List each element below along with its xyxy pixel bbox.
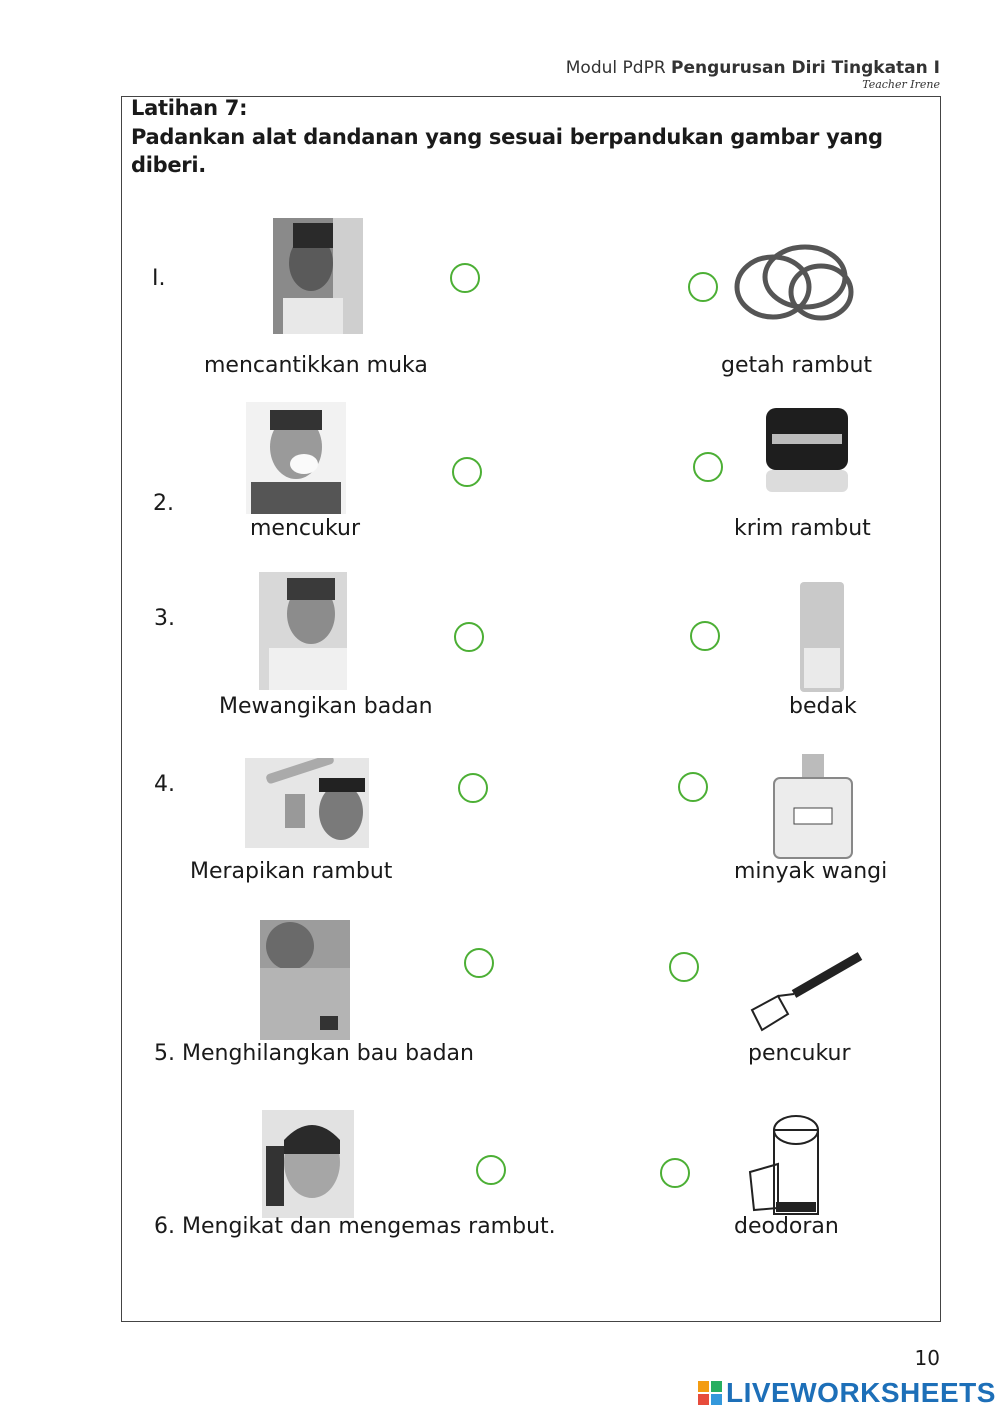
match-dot-left-2[interactable] <box>452 457 482 487</box>
right-label-2: krim rambut <box>734 516 871 541</box>
brand-name: LIVEWORKSHEETS <box>726 1377 996 1408</box>
right-label-5: pencukur <box>748 1041 851 1066</box>
teacher-name: Teacher Irene <box>862 78 940 91</box>
item-number-1: I. <box>152 266 166 291</box>
right-label-4: minyak wangi <box>734 859 888 884</box>
photo-perfume-boy <box>259 572 347 690</box>
left-label-4: Merapikan rambut <box>190 859 393 884</box>
photo-hair-cream-jar <box>762 404 852 496</box>
photo-razor <box>748 948 866 1038</box>
item-number-5: 5. Menghilangkan bau badan <box>154 1041 474 1066</box>
match-dot-left-3[interactable] <box>454 622 484 652</box>
match-dot-right-3[interactable] <box>690 621 720 651</box>
photo-deodorant-boy <box>260 920 350 1040</box>
left-label-2: mencukur <box>250 516 360 541</box>
exercise-title: Latihan 7: <box>131 96 248 120</box>
item-number-6: 6. Mengikat dan mengemas rambut. <box>154 1214 556 1239</box>
match-dot-right-6[interactable] <box>660 1158 690 1188</box>
module-title <box>566 58 940 78</box>
photo-makeup-face <box>273 218 363 334</box>
left-label-5: Menghilangkan bau badan <box>182 1041 474 1066</box>
left-label-3: Mewangikan badan <box>219 694 433 719</box>
photo-comb-boy <box>245 758 369 848</box>
photo-perfume-bottle <box>770 752 856 860</box>
left-label-1: mencantikkan muka <box>204 353 428 378</box>
photo-shaving-man <box>246 402 346 514</box>
module-prefix: Modul PdPR <box>565 58 666 78</box>
match-dot-left-4[interactable] <box>458 773 488 803</box>
match-dot-right-5[interactable] <box>669 952 699 982</box>
match-dot-right-4[interactable] <box>678 772 708 802</box>
liveworksheets-logo-icon <box>698 1381 722 1405</box>
match-dot-left-1[interactable] <box>450 263 480 293</box>
item-number-4: 4. <box>154 772 175 797</box>
liveworksheets-brand[interactable] <box>698 1378 996 1408</box>
item-number-2: 2. <box>153 491 174 516</box>
match-dot-right-2[interactable] <box>693 452 723 482</box>
page-number: 10 <box>914 1346 940 1370</box>
left-label-6: Mengikat dan mengemas rambut. <box>182 1214 556 1239</box>
right-label-6: deodoran <box>734 1214 839 1239</box>
item-number-3: 3. <box>154 606 175 631</box>
match-dot-left-5[interactable] <box>464 948 494 978</box>
module-subject: Pengurusan Diri Tingkatan I <box>671 58 940 78</box>
photo-powder-bottle <box>798 578 846 694</box>
exercise-instruction: Padankan alat dandanan yang sesuai berpandukan gambar yang diberi. <box>131 125 883 177</box>
right-label-1: getah rambut <box>721 353 873 378</box>
photo-deodorant-stick <box>744 1112 836 1220</box>
match-dot-left-6[interactable] <box>476 1155 506 1185</box>
match-dot-right-1[interactable] <box>688 272 718 302</box>
photo-ponytail-girl <box>262 1110 354 1218</box>
photo-hair-ties <box>733 232 857 332</box>
right-label-3: bedak <box>789 694 857 719</box>
